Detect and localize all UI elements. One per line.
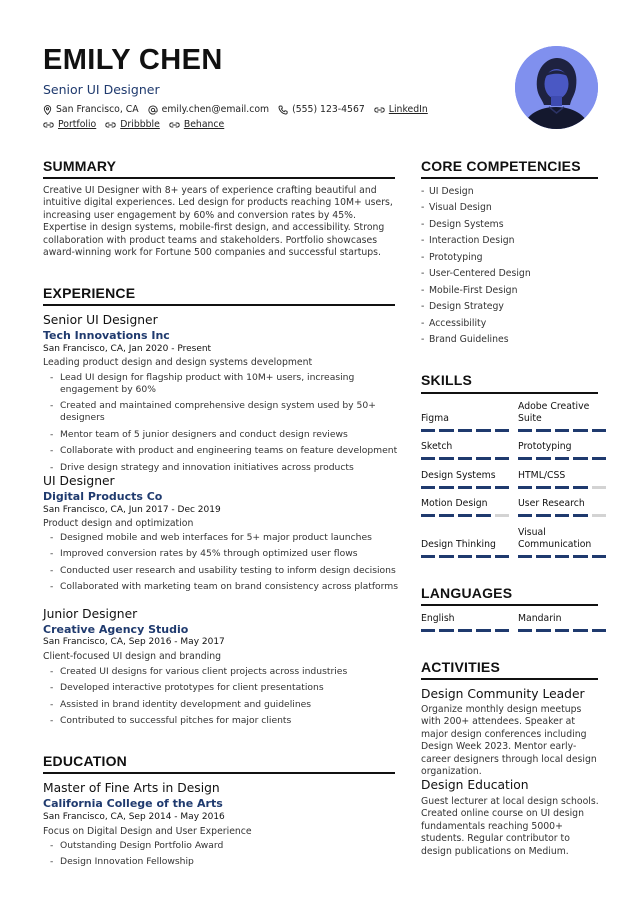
level-segment	[536, 486, 550, 489]
languages-heading: LANGUAGES	[421, 585, 513, 601]
education-divider	[43, 772, 395, 774]
location-item	[43, 104, 139, 115]
list-item: - UI Design	[421, 186, 531, 202]
level-segment	[592, 457, 606, 460]
level-segment	[458, 486, 472, 489]
job-meta: San Francisco, CA, Jun 2017 - Dec 2019	[43, 505, 221, 515]
level-segment	[518, 486, 532, 489]
level-segment	[555, 629, 569, 632]
skill-name: Prototyping	[518, 441, 572, 452]
portfolio-item[interactable]	[43, 119, 96, 130]
level-segment	[592, 629, 606, 632]
skill-level-bar	[421, 457, 509, 460]
competencies-heading: CORE COMPETENCIES	[421, 158, 581, 174]
level-segment	[536, 514, 550, 517]
portfolio-link[interactable]: Portfolio	[58, 119, 97, 130]
skill-level-bar	[421, 514, 509, 517]
language-level-bar	[421, 629, 509, 632]
level-segment	[555, 429, 569, 432]
dribbble-item[interactable]	[105, 119, 160, 130]
level-segment	[518, 429, 532, 432]
job-title: Junior Designer	[43, 607, 138, 621]
email-text[interactable]: emily.chen@email.com	[161, 104, 270, 115]
skill-item	[518, 441, 606, 460]
level-segment	[421, 555, 435, 558]
language-item	[518, 613, 606, 632]
level-segment	[518, 555, 532, 558]
level-segment	[495, 555, 509, 558]
experience-divider	[43, 304, 395, 306]
list-item: - Design Innovation Fellowship	[50, 856, 400, 868]
activity-title: Design Education	[421, 778, 529, 792]
linkedin-item[interactable]	[374, 104, 428, 115]
email-item[interactable]	[148, 104, 269, 115]
profile-photo-icon	[515, 46, 598, 129]
behance-item[interactable]	[169, 119, 224, 130]
behance-link[interactable]: Behance	[183, 119, 225, 130]
level-segment	[476, 629, 490, 632]
education-bullets	[50, 840, 400, 873]
job-bullets	[50, 666, 400, 732]
level-segment	[458, 555, 472, 558]
job-company: Digital Products Co	[43, 490, 163, 503]
education-meta: San Francisco, CA, Sep 2014 - May 2016	[43, 812, 225, 822]
activities-divider	[421, 678, 598, 680]
list-item: - Collaborate with product and engineering teams on feature development	[50, 445, 400, 457]
skill-item	[421, 470, 509, 489]
phone-text[interactable]: (555) 123-4567	[292, 104, 365, 115]
job-meta: San Francisco, CA, Sep 2016 - May 2017	[43, 637, 225, 647]
level-segment	[476, 514, 490, 517]
summary-heading: SUMMARY	[43, 158, 117, 174]
language-name: English	[421, 613, 455, 624]
language-name: Mandarin	[518, 613, 562, 624]
level-segment	[495, 486, 509, 489]
level-segment	[495, 429, 509, 432]
level-segment	[518, 629, 532, 632]
level-segment	[421, 629, 435, 632]
level-segment	[476, 457, 490, 460]
level-segment	[592, 514, 606, 517]
job-description: Leading product design and design systems development	[43, 357, 313, 368]
skill-name: Sketch	[421, 441, 453, 452]
level-segment	[495, 514, 509, 517]
list-item: - Mobile-First Design	[421, 285, 531, 301]
summary-text: Creative UI Designer with 8+ years of experience crafting beautiful and intuitive digital experiences. Led design for products reaching 10M+ users, increasing user engagement by 60% and conversion rates by 45%. Expertise in design systems, mobile-first design, and accessibility. Strong collaboration with product teams and stakeholders. Portfolio showcases award-winning work for Fortune 500 companies and successful startups.	[43, 185, 393, 259]
skill-name: User Research	[518, 498, 585, 509]
phone-item[interactable]	[278, 104, 365, 115]
level-segment	[555, 486, 569, 489]
level-segment	[555, 457, 569, 460]
list-item: - Accessibility	[421, 318, 531, 334]
level-segment	[439, 486, 453, 489]
linkedin-link[interactable]: LinkedIn	[388, 104, 428, 115]
skill-item	[518, 401, 606, 432]
list-item: - Developed interactive prototypes for client presentations	[50, 682, 400, 694]
list-item: - Created and maintained comprehensive design system used by 50+ designers	[50, 400, 400, 424]
list-item: - Interaction Design	[421, 235, 531, 251]
level-segment	[536, 555, 550, 558]
list-item: - Designed mobile and web interfaces for 5+ major product launches	[50, 532, 400, 544]
skill-level-bar	[421, 429, 509, 432]
at-sign-icon	[148, 105, 158, 115]
list-item: - Conducted user research and usability testing to inform design decisions	[50, 565, 400, 577]
level-segment	[495, 457, 509, 460]
competencies-divider	[421, 177, 598, 179]
level-segment	[573, 629, 587, 632]
level-segment	[573, 429, 587, 432]
avatar	[515, 46, 598, 129]
level-segment	[573, 514, 587, 517]
phone-icon	[278, 105, 288, 115]
level-segment	[439, 514, 453, 517]
level-segment	[439, 629, 453, 632]
languages-divider	[421, 604, 598, 606]
level-segment	[439, 457, 453, 460]
link-icon	[105, 121, 116, 129]
level-segment	[421, 457, 435, 460]
skill-name: HTML/CSS	[518, 470, 566, 481]
skill-name: Design Thinking	[421, 539, 496, 550]
level-segment	[458, 457, 472, 460]
job-title: Senior UI Designer	[43, 313, 158, 327]
level-segment	[421, 429, 435, 432]
level-segment	[476, 486, 490, 489]
level-segment	[476, 555, 490, 558]
level-segment	[536, 429, 550, 432]
level-segment	[458, 629, 472, 632]
level-segment	[573, 555, 587, 558]
skill-name: Adobe Creative Suite	[518, 401, 590, 424]
skill-level-bar	[518, 555, 606, 558]
list-item: - Drive design strategy and innovation initiatives across products	[50, 462, 400, 474]
list-item: - Contributed to successful pitches for major clients	[50, 715, 400, 727]
list-item: - Prototyping	[421, 252, 531, 268]
list-item: - Outstanding Design Portfolio Award	[50, 840, 400, 852]
level-segment	[592, 429, 606, 432]
school-name: California College of the Arts	[43, 797, 223, 810]
contact-row-1	[43, 104, 437, 115]
education-heading: EDUCATION	[43, 753, 127, 769]
list-item: - Collaborated with marketing team on brand consistency across platforms	[50, 581, 400, 593]
level-segment	[458, 514, 472, 517]
activities-heading: ACTIVITIES	[421, 659, 501, 675]
language-level-bar	[518, 629, 606, 632]
competencies-list	[421, 186, 531, 350]
job-description: Product design and optimization	[43, 518, 194, 529]
skill-item	[518, 470, 606, 489]
job-company: Tech Innovations Inc	[43, 329, 170, 342]
skill-level-bar	[518, 457, 606, 460]
level-segment	[476, 429, 490, 432]
activity-text: Guest lecturer at local design schools. Created online course on UI design fundamentals reaching 5000+ students. Regular contributor to design publications on Medium.	[421, 796, 599, 857]
list-item: - Assisted in brand identity development and guidelines	[50, 699, 400, 711]
job-meta: San Francisco, CA, Jan 2020 - Present	[43, 344, 212, 354]
level-segment	[592, 486, 606, 489]
list-item: - User-Centered Design	[421, 268, 531, 284]
level-segment	[573, 486, 587, 489]
level-segment	[536, 457, 550, 460]
level-segment	[573, 457, 587, 460]
skill-item	[421, 441, 509, 460]
activity-text: Organize monthly design meetups with 200+ attendees. Speaker at major design conferences including Design Week 2023. Mentor early-career designers through local design organization.	[421, 704, 597, 778]
job-title: UI Designer	[43, 474, 115, 488]
skill-item	[421, 413, 509, 432]
level-segment	[421, 514, 435, 517]
skills-divider	[421, 392, 598, 394]
skill-item	[518, 498, 606, 517]
skills-heading: SKILLS	[421, 372, 472, 388]
degree-title: Master of Fine Arts in Design	[43, 781, 220, 795]
skill-item	[518, 527, 606, 558]
level-segment	[592, 555, 606, 558]
summary-divider	[43, 177, 395, 179]
candidate-role: Senior UI Designer	[43, 82, 160, 97]
list-item: - Mentor team of 5 junior designers and conduct design reviews	[50, 429, 400, 441]
list-item: - Improved conversion rates by 45% through optimized user flows	[50, 548, 400, 560]
list-item: - Design Systems	[421, 219, 531, 235]
list-item: - Visual Design	[421, 202, 531, 218]
location-pin-icon	[43, 105, 52, 115]
link-icon	[169, 121, 180, 129]
skill-name: Design Systems	[421, 470, 496, 481]
skill-name: Visual Communication	[518, 527, 592, 550]
job-bullets	[50, 532, 400, 598]
level-segment	[495, 629, 509, 632]
level-segment	[458, 429, 472, 432]
level-segment	[536, 629, 550, 632]
skill-level-bar	[421, 486, 509, 489]
language-item	[421, 613, 509, 632]
level-segment	[518, 514, 532, 517]
link-icon	[43, 121, 54, 129]
skill-item	[421, 498, 509, 517]
job-description: Client-focused UI design and branding	[43, 651, 221, 662]
list-item: - Brand Guidelines	[421, 334, 531, 350]
skill-name: Figma	[421, 413, 449, 424]
skill-level-bar	[518, 514, 606, 517]
skill-level-bar	[421, 555, 509, 558]
experience-heading: EXPERIENCE	[43, 285, 136, 301]
skill-level-bar	[518, 429, 606, 432]
job-company: Creative Agency Studio	[43, 623, 189, 636]
list-item: - Created UI designs for various client projects across industries	[50, 666, 400, 678]
job-bullets	[50, 372, 400, 478]
education-description: Focus on Digital Design and User Experience	[43, 826, 252, 837]
dribbble-link[interactable]: Dribbble	[120, 119, 160, 130]
list-item: - Design Strategy	[421, 301, 531, 317]
skill-name: Motion Design	[421, 498, 488, 509]
skill-item	[421, 539, 509, 558]
candidate-name: EMILY CHEN	[43, 44, 223, 76]
level-segment	[439, 429, 453, 432]
contact-row-2	[43, 119, 233, 130]
level-segment	[518, 457, 532, 460]
activity-title: Design Community Leader	[421, 687, 585, 701]
list-item: - Lead UI design for flagship product with 10M+ users, increasing engagement by 60%	[50, 372, 400, 396]
level-segment	[555, 555, 569, 558]
level-segment	[421, 486, 435, 489]
location-text: San Francisco, CA	[56, 104, 139, 115]
link-icon	[374, 106, 385, 114]
skill-level-bar	[518, 486, 606, 489]
level-segment	[439, 555, 453, 558]
level-segment	[555, 514, 569, 517]
